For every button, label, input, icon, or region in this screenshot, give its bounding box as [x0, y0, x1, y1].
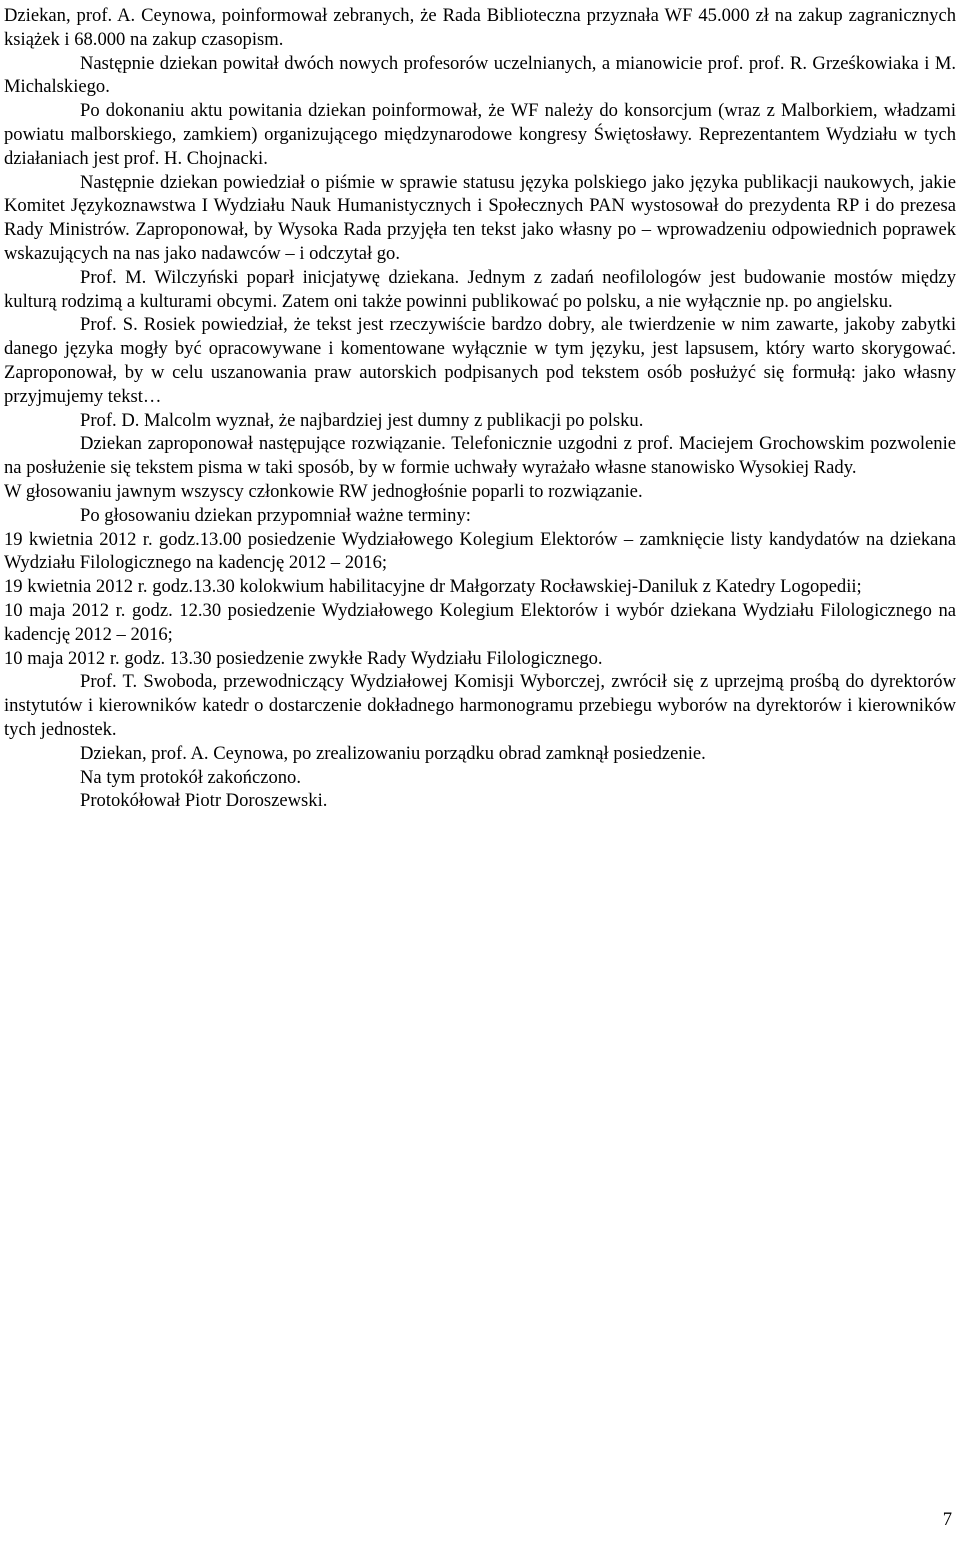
paragraph-dates-intro: Po głosowaniu dziekan przypomniał ważne terminy:: [80, 504, 471, 526]
paragraph-new-professors: Następnie dziekan powitał dwóch nowych profesorów uczelnianych, a mianowicie prof. prof. R. Grześkowiaka i M. Michalskiego.: [4, 52, 956, 98]
paragraph-consortium: Po dokonaniu aktu powitania dziekan poinformował, że WF należy do konsorcjum (wraz z Malborkiem, władzami powiatu malborskiego, zamkiem) organizującego międzynarodowe kongresy Świętosławy. Reprezentantem Wydziału w tych działaniach jest prof. H. Chojnacki.: [4, 100, 956, 169]
paragraph-vote: W głosowaniu jawnym wszyscy członkowie RW jednogłośnie poparli to rozwiązanie.: [4, 480, 643, 502]
page-number: 7: [942, 1509, 952, 1530]
date-item: 19 kwietnia 2012 r. godz.13.30 kolokwium habilitacyjne dr Małgorzaty Rocławskiej-Daniluk z Katedry Logopedii;: [4, 576, 862, 598]
paragraph-rosiek: Prof. S. Rosiek powiedział, że tekst jest rzeczywiście bardzo dobry, ale twierdzenie w nim zawarte, jakoby zabytki danego języka mogły być opracowywane i komentowane wyłącznie w tym języku, jest lapsusem, który warto skorygować. Zaproponował, by w celu uszanowania praw autorskich podpisanych pod tekstem osób posłużyć się formułą: jako własny przyjmujemy tekst…: [4, 314, 956, 407]
paragraph-swoboda: Prof. T. Swoboda, przewodniczący Wydziałowej Komisji Wyborczej, zwrócił się z uprzejmą prośbą do dyrektorów instytutów i kierowników katedr o dostarczenie dokładnego harmonogramu przebiegu wyborów na dyrektorów i kierowników tych jednostek.: [4, 671, 956, 740]
paragraph-protocol-end: Na tym protokół zakończono.: [80, 766, 302, 788]
paragraph-closing: Dziekan, prof. A. Ceynowa, po zrealizowaniu porządku obrad zamknął posiedzenie.: [80, 742, 706, 764]
paragraph-dean-proposal: Dziekan zaproponował następujące rozwiązanie. Telefonicznie uzgodni z prof. Maciejem Grochowskim pozwolenie na posłużenie się tekstem pisma w taki sposób, by w formie uchwały wyrażało własne stanowisko Wysokiej Rady.: [4, 433, 956, 479]
paragraph-polish-language-letter: Następnie dziekan powiedział o piśmie w sprawie statusu języka polskiego jako języka publikacji naukowych, jakie Komitet Językoznawstwa I Wydziału Nauk Humanistycznych i Społecznych PAN wystosował do prezydenta RP i do prezesa Rady Ministrów. Zaproponował, by Wysoka Rada przyjęła ten tekst jako własny po – wprowadzeniu odpowiednich poprawek wskazujących na nas jako nadawców – i odczytał go.: [4, 171, 956, 264]
date-item: 10 maja 2012 r. godz. 12.30 posiedzenie Wydziałowego Kolegium Elektorów i wybór dziekana Wydziału Filologicznego na kadencję 2012 – 2016;: [4, 599, 956, 645]
paragraph-library-funds: Dziekan, prof. A. Ceynowa, poinformował zebranych, że Rada Biblioteczna przyznała WF 45.000 zł na zakup zagranicznych książek i 68.000 na zakup czasopism.: [4, 5, 956, 50]
paragraph-signature: Protokółował Piotr Doroszewski.: [80, 790, 328, 812]
paragraph-wilczynski: Prof. M. Wilczyński poparł inicjatywę dziekana. Jednym z zadań neofilologów jest budowanie mostów między kulturą rodzimą a kulturami obcymi. Zatem oni także powinni publikować po polsku, a nie wyłącznie np. po angielsku.: [4, 266, 956, 312]
date-item: 10 maja 2012 r. godz. 13.30 posiedzenie zwykłe Rady Wydziału Filologicznego.: [4, 647, 603, 669]
date-item: 19 kwietnia 2012 r. godz.13.00 posiedzenie Wydziałowego Kolegium Elektorów – zamknięcie listy kandydatów na dziekana Wydziału Filologicznego na kadencję 2012 – 2016;: [4, 528, 956, 574]
document-page: [4, 4, 956, 813]
paragraph-malcolm: Prof. D. Malcolm wyznał, że najbardziej jest dumny z publikacji po polsku.: [80, 409, 644, 431]
